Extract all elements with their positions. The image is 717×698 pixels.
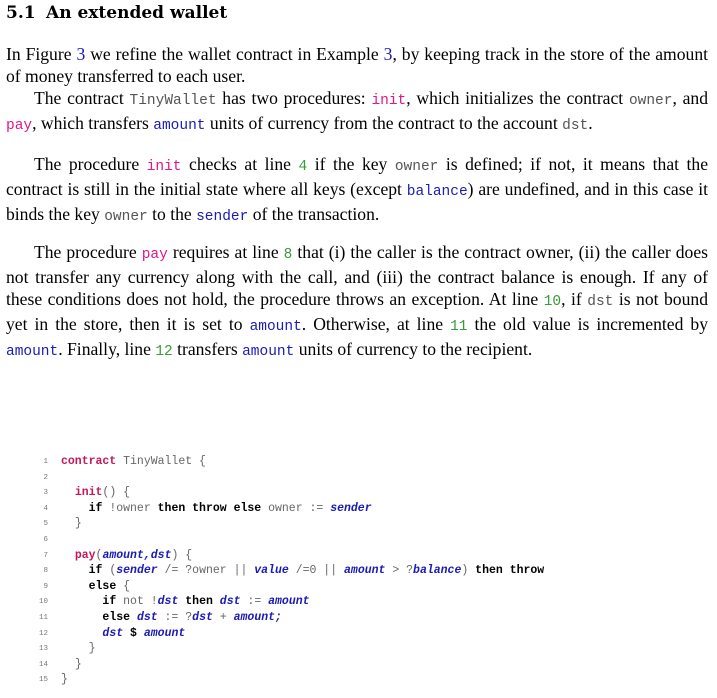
code-line xyxy=(36,563,676,579)
code-text: } xyxy=(74,517,82,531)
text: The procedure xyxy=(34,154,147,174)
variable: balance xyxy=(413,564,462,578)
text: units of currency to the recipient. xyxy=(294,339,533,359)
section-number: 5.1 xyxy=(6,3,36,23)
paragraph-3 xyxy=(6,153,708,228)
line-ref: 10 xyxy=(543,294,562,310)
text: ) are undefined, and in this case it binds the key xyxy=(6,179,708,224)
proc-init: init xyxy=(146,159,182,175)
line-number: 15 xyxy=(38,676,48,685)
proc-init: init xyxy=(371,93,407,109)
line-number: 13 xyxy=(38,645,48,654)
variable: amount xyxy=(143,626,186,640)
paragraph-1 xyxy=(6,43,708,87)
text: has two procedures: xyxy=(216,88,372,108)
line-number: 8 xyxy=(43,567,48,576)
text: of the transaction. xyxy=(248,204,380,224)
code-text: + xyxy=(212,610,234,624)
text: In Figure xyxy=(6,44,77,64)
text: that (i) the caller is the contract owner, (ii) the caller does not transfer any currency along with the call, and (iii) the contract balance is enough. If any of these conditions does not hold, the procedure throws an exception. At line xyxy=(6,242,709,309)
keyword: else xyxy=(102,610,131,624)
section-heading xyxy=(6,3,227,23)
line-number: 11 xyxy=(38,613,48,622)
variable: amount xyxy=(102,548,144,562)
code-text: } xyxy=(88,642,96,656)
code-line xyxy=(36,672,676,688)
code-line xyxy=(36,516,676,532)
contract-name: TinyWallet xyxy=(129,93,217,109)
example-link[interactable]: 3 xyxy=(383,44,393,64)
keyword: throw xyxy=(509,564,545,578)
code-line xyxy=(36,532,676,548)
code-text: ) { xyxy=(171,548,193,562)
line-number: 14 xyxy=(38,660,48,669)
variable: dst xyxy=(102,626,124,640)
text: to the xyxy=(147,204,197,224)
variable: amount xyxy=(233,610,276,624)
keyword: throw xyxy=(192,501,227,515)
line-number: 5 xyxy=(43,520,48,529)
code-text: ) xyxy=(461,564,476,578)
line-ref: 11 xyxy=(450,319,468,335)
code-text: ; xyxy=(275,610,282,624)
param-dst: dst xyxy=(587,294,614,310)
line-number: 12 xyxy=(38,629,48,638)
proc-name: pay xyxy=(74,548,96,562)
keyword: contract xyxy=(61,455,117,468)
code-line xyxy=(36,501,676,517)
key-owner: owner xyxy=(628,93,673,109)
code-text: { xyxy=(116,579,131,593)
proc-name: init xyxy=(74,486,103,500)
code-text: := xyxy=(240,595,269,609)
keyword: if xyxy=(88,501,103,515)
line-number: 7 xyxy=(43,551,48,560)
text: The contract xyxy=(34,88,130,108)
text: units of currency from the contract to the account xyxy=(205,113,563,133)
text: is defined; if not, it means that the contract is still in the initial state where all keys (except xyxy=(6,154,709,199)
text: , which transfers xyxy=(32,113,154,133)
code-text: () { xyxy=(102,486,131,500)
text: . Finally, line xyxy=(58,339,156,359)
text: checks at line xyxy=(181,154,299,174)
text: requires at line xyxy=(167,242,284,262)
code-line xyxy=(36,485,676,501)
variable: sender xyxy=(330,501,372,515)
keyword: if xyxy=(102,595,117,609)
proc-pay: pay xyxy=(6,118,33,134)
text: , which initializes the contract xyxy=(406,88,629,108)
key-owner: owner xyxy=(104,209,148,225)
line-ref: 4 xyxy=(298,159,308,175)
code-text: !owner xyxy=(102,501,158,515)
paragraph-4 xyxy=(6,241,708,363)
code-text: , xyxy=(143,548,151,562)
code-line xyxy=(36,641,676,657)
keyword: else xyxy=(233,501,262,515)
code-line xyxy=(36,594,676,610)
variable: value xyxy=(254,564,289,578)
variable: dst xyxy=(219,595,241,609)
line-number: 4 xyxy=(43,504,48,513)
code-line xyxy=(36,548,676,564)
code-line xyxy=(36,657,676,673)
code-text: ( xyxy=(102,564,117,578)
code-text: owner := xyxy=(261,501,331,515)
text: The procedure xyxy=(34,242,142,262)
keyword: then xyxy=(475,564,503,578)
keyword: then xyxy=(185,595,213,609)
keyword: if xyxy=(88,564,103,578)
code-text: TinyWallet { xyxy=(116,455,206,468)
line-number: 3 xyxy=(43,489,48,498)
text: , and xyxy=(672,88,709,108)
param-amount: amount xyxy=(249,319,302,335)
code-text: /=0 || xyxy=(288,564,345,578)
section-title: An extended wallet xyxy=(46,3,228,23)
line-ref: 8 xyxy=(283,247,293,263)
variable: dst xyxy=(150,548,172,562)
proc-pay: pay xyxy=(141,247,168,263)
variable: dst xyxy=(192,610,213,624)
param-amount: amount xyxy=(153,118,206,134)
text: . Otherwise, at line xyxy=(301,314,451,334)
variable: amount xyxy=(268,595,310,609)
param-amount: amount xyxy=(6,344,59,360)
code-line xyxy=(36,454,676,470)
variable: sender xyxy=(116,564,158,578)
key-sender: sender xyxy=(196,209,249,225)
code-line xyxy=(36,610,676,626)
line-number: 9 xyxy=(43,582,48,591)
text: , by keeping track in the store of the amount of money transferred to each user. xyxy=(6,44,709,86)
keyword: else xyxy=(88,579,117,593)
key-owner: owner xyxy=(394,159,439,175)
line-number: 10 xyxy=(38,598,48,607)
code-text: } xyxy=(61,673,68,687)
code-text: > ? xyxy=(385,564,414,578)
param-dst: dst xyxy=(562,118,589,134)
line-number: 6 xyxy=(43,535,48,544)
keyword: then xyxy=(157,501,186,515)
figure-link[interactable]: 3 xyxy=(76,44,86,64)
paragraph-2 xyxy=(6,87,708,137)
line-number: 2 xyxy=(43,473,48,482)
text: transfers xyxy=(172,339,243,359)
line-number: 1 xyxy=(43,458,48,466)
variable: amount xyxy=(344,564,386,578)
key-balance: balance xyxy=(406,184,468,200)
text: the old value is incremented by xyxy=(467,314,709,334)
code-text: := ? xyxy=(157,610,193,624)
code-text: /= ?owner || xyxy=(157,564,255,578)
code-line xyxy=(36,470,676,486)
code-line xyxy=(36,579,676,595)
code-line xyxy=(36,626,676,642)
code-text: not ! xyxy=(116,595,158,609)
text: we refine the wallet contract in Example xyxy=(85,44,384,64)
code-listing xyxy=(36,454,676,688)
variable: dst xyxy=(136,610,158,624)
code-text: } xyxy=(74,657,82,671)
code-text: ( xyxy=(95,548,103,562)
text: , if xyxy=(561,289,588,309)
line-ref: 12 xyxy=(155,344,173,360)
paper-page xyxy=(6,0,710,698)
variable: dst xyxy=(157,595,179,609)
operator: $ xyxy=(123,626,144,640)
text: if the key xyxy=(307,154,395,174)
param-amount: amount xyxy=(242,344,295,360)
text: . xyxy=(588,113,593,133)
text: is not bound yet in the store, then it is set to xyxy=(6,289,708,334)
